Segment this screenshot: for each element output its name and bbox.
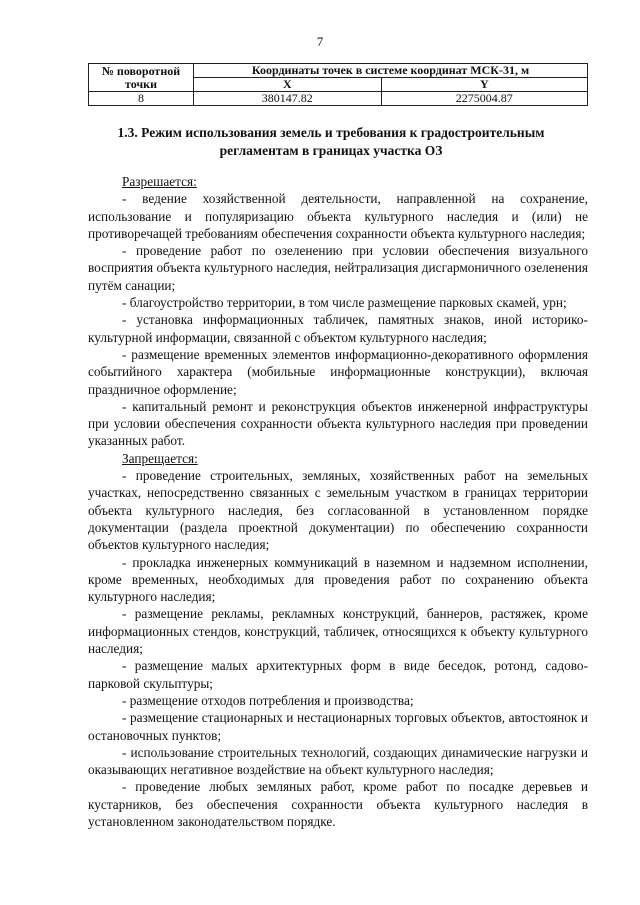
section-title: 1.3. Режим использования земель и требования к градостроительным регламентам в границах участка ОЗ [117, 125, 545, 158]
header-point-number: № поворотной точки [89, 64, 194, 92]
cell-y: 2275004.87 [381, 92, 587, 106]
cell-point-number: 8 [89, 92, 194, 106]
cell-x: 380147.82 [194, 92, 382, 106]
forbidden-item: - использование строительных технологий, создающих динамические нагрузки и оказывающих негативное воздействие на объект культурного наследия; [88, 744, 588, 778]
allowed-item: - размещение временных элементов информационно-декоративного оформления событийного характера (мобильные информационные конструкции), включая праздничное оформление; [88, 346, 588, 397]
forbidden-item: - проведение любых земляных работ, кроме работ по посадке деревьев и кустарников, без обеспечения сохранности объекта культурного наследия в установленном законодательством порядке. [88, 779, 588, 829]
allowed-item: - установка информационных табличек, памятных знаков, иной историко-культурной информации, связанной с объектом культурного наследия; [88, 312, 588, 345]
allowed-item: - ведение хозяйственной деятельности, направленной на сохранение, использование и популяризацию объекта культурного наследия и (или) не противоречащей требованиям обеспечения сохранности объекта культурного наследия; [88, 191, 588, 241]
allowed-heading [88, 173, 588, 190]
forbidden-item: - размещение рекламы, рекламных конструкций, баннеров, растяжек, кроме информационных стендов, конструкций, табличек, относящихся к объекту культурного наследия; [88, 606, 588, 657]
table-row [89, 92, 588, 106]
table-header-row [89, 64, 588, 78]
forbidden-item: - размещение отходов потребления и производства; [122, 692, 414, 708]
forbidden-item: - размещение малых архитектурных форм в виде беседок, ротонд, садово-парковой скульптуры; [88, 658, 588, 691]
page-number: 7 [316, 34, 324, 49]
forbidden-item: - прокладка инженерных коммуникаций в наземном и надземном исполнении, кроме временных, необходимых для проведения работ по сохранению объекта культурного наследия; [88, 554, 588, 605]
header-y: Y [381, 78, 587, 92]
allowed-item: - капитальный ремонт и реконструкция объектов инженерной инфраструктуры при условии обеспечения сохранности объекта культурного наследия при проведении указанных работ. [88, 398, 588, 449]
forbidden-heading [88, 450, 588, 467]
allowed-heading-text: Разрешается: [122, 174, 197, 189]
allowed-item: - проведение работ по озеленению при условии обеспечения визуального восприятия объекта культурного наследия, нейтрализация дисгармоничного озеленения путём санации; [88, 243, 588, 293]
coordinates-table [88, 63, 588, 106]
header-coordinates: Координаты точек в системе координат МСК-31, м [194, 64, 588, 78]
forbidden-item: - проведение строительных, земляных, хозяйственных работ на земельных участках, непосредственно связанных с земельным участком в границах территории объекта культурного наследия, без согласованной в установленном порядке документации (раздела проектной документации) по обеспечению сохранности объектов культурного наследия; [88, 468, 588, 553]
forbidden-item: - размещение стационарных и нестационарных торговых объектов, автостоянок и остановочных пунктов; [88, 710, 588, 743]
forbidden-heading-text: Запрещается: [122, 450, 198, 466]
document-body [88, 173, 588, 830]
allowed-item: - благоустройство территории, в том числе размещение парковых скамей, урн; [122, 295, 567, 311]
header-x: X [194, 78, 382, 92]
